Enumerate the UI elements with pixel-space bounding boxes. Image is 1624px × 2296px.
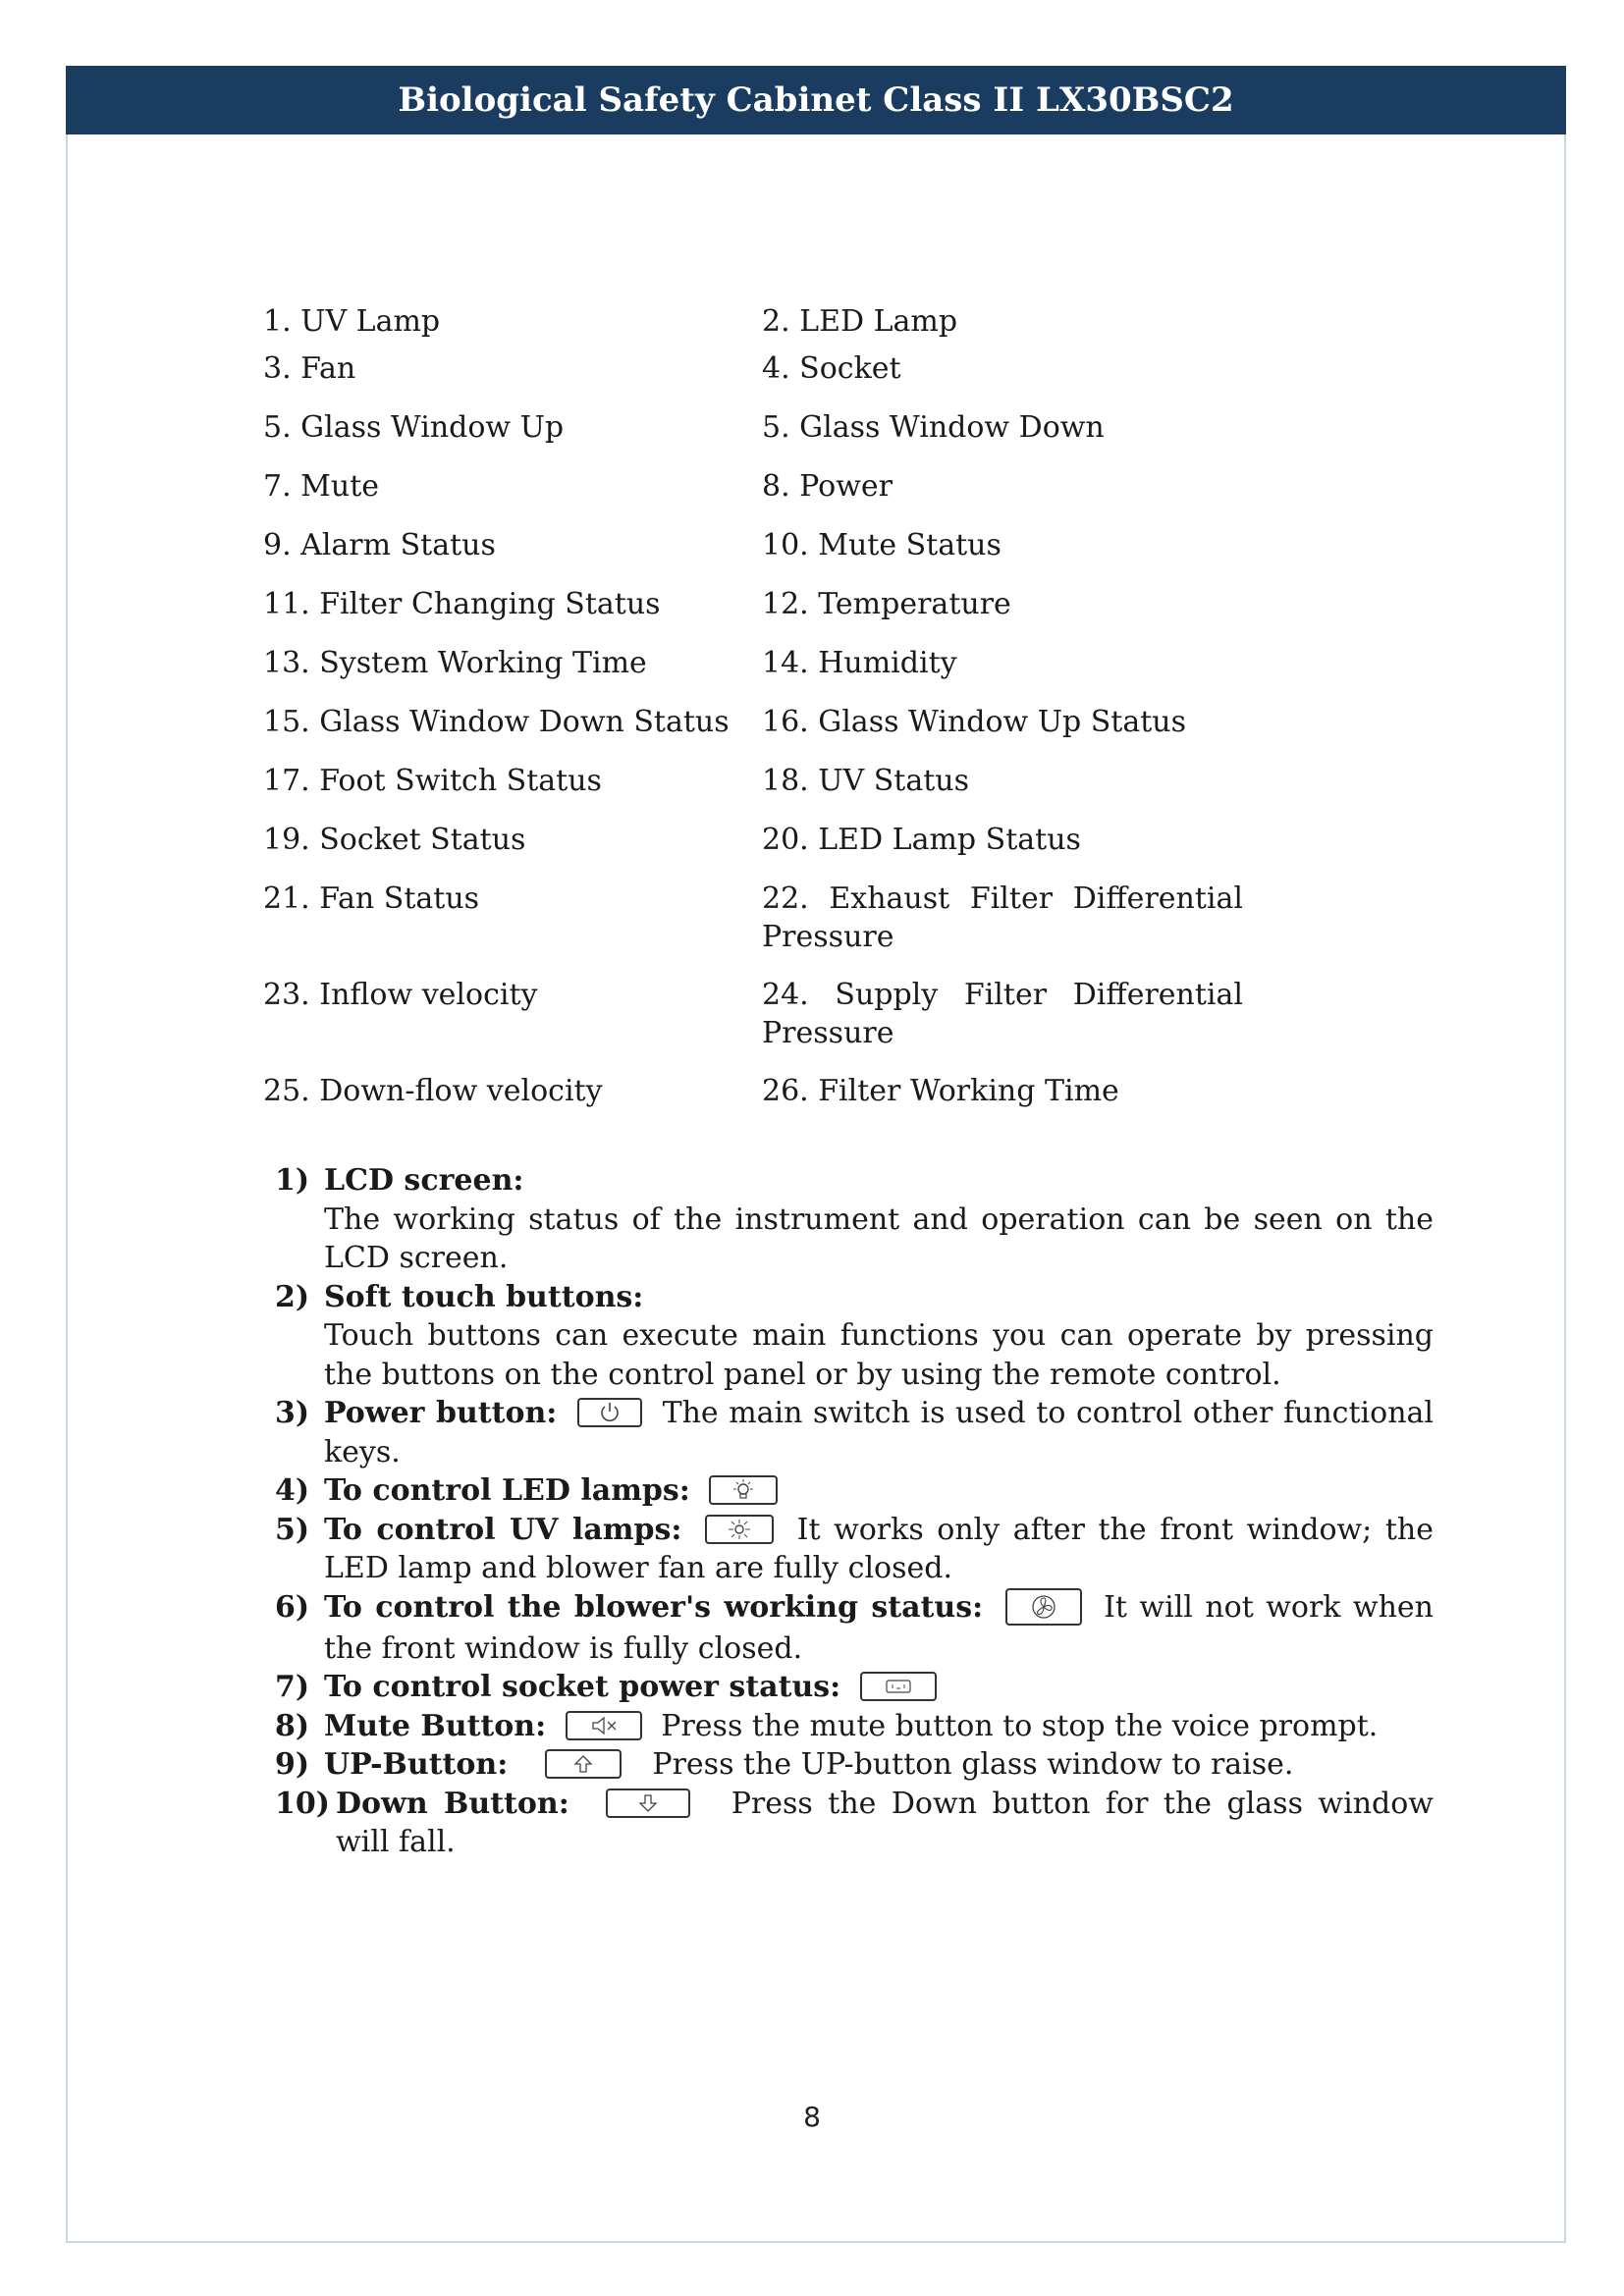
item-number: 8) [275, 1708, 310, 1743]
item-label: To control LED lamps: [324, 1473, 690, 1508]
legend-item: 26. Filter Working Time [762, 1074, 1119, 1108]
socket-icon [860, 1672, 937, 1701]
list-item [275, 1668, 1434, 1707]
legend-item: 19. Socket Status [263, 823, 526, 857]
legend-row [263, 976, 1245, 1072]
legend-row [263, 703, 1245, 762]
page-header [66, 66, 1566, 134]
power-icon [577, 1398, 642, 1427]
legend-item: 14. Humidity [762, 646, 957, 680]
list-item [275, 1588, 1434, 1669]
legend-item: 4. Socket [762, 351, 901, 386]
legend-item: 9. Alarm Status [263, 528, 496, 562]
legend-row [263, 821, 1245, 880]
legend-item: 25. Down-flow velocity [263, 1074, 603, 1108]
legend-item: 7. Mute [263, 469, 380, 504]
legend-row [263, 644, 1245, 703]
legend-row [263, 762, 1245, 821]
list-item [275, 1745, 1434, 1785]
legend-item: 13. System Working Time [263, 646, 647, 680]
led-lamp-icon [709, 1475, 778, 1505]
legend-row [263, 408, 1245, 467]
item-number: 3) [275, 1396, 310, 1430]
item-label: Down Button: [336, 1786, 569, 1821]
function-list [275, 1161, 1434, 1862]
item-number: 6) [275, 1589, 310, 1625]
list-item [275, 1785, 1434, 1862]
item-text: Press the mute button to stop the voice prompt. [661, 1708, 1379, 1743]
item-text: It works only after the front window; the LED lamp and blower fan are fully closed. [324, 1512, 1434, 1585]
legend-item: 1. UV Lamp [263, 304, 441, 339]
item-label: Soft touch buttons: [324, 1279, 644, 1314]
item-text: Press the UP-button glass window to raise. [652, 1747, 1294, 1782]
legend-item: 23. Inflow velocity [263, 978, 538, 1012]
item-text: Press the Down button for the glass window will fall. [336, 1786, 1434, 1859]
item-text: It will not work when the front window is fully closed. [324, 1589, 1434, 1666]
legend-item: 17. Foot Switch Status [263, 764, 602, 798]
legend-row [263, 302, 1245, 349]
legend-item: 3. Fan [263, 351, 356, 386]
header-title: Biological Safety Cabinet Class II LX30BSC2 [398, 80, 1234, 120]
item-number: 10) [275, 1786, 330, 1821]
item-label: Mute Button: [324, 1708, 547, 1743]
item-label: To control socket power status: [324, 1670, 841, 1704]
legend-item: 8. Power [762, 469, 893, 504]
list-item [275, 1394, 1434, 1471]
legend-item: 20. LED Lamp Status [762, 823, 1081, 857]
legend-item: 16. Glass Window Up Status [762, 705, 1187, 739]
legend-item: 5. Glass Window Down [762, 410, 1105, 445]
item-text: Touch buttons can execute main functions you can operate by pressing the buttons on the control panel or by using the remote control. [324, 1318, 1434, 1392]
legend-item: 15. Glass Window Down Status [263, 705, 730, 739]
legend-row [263, 1072, 1245, 1119]
legend-item: 21. Fan Status [263, 881, 480, 916]
item-label: To control UV lamps: [324, 1512, 682, 1547]
item-label: Power button: [324, 1396, 558, 1430]
legend-item: 24. Supply Filter Differential Pressure [762, 978, 1243, 1050]
list-item [275, 1278, 1434, 1395]
item-text: The main switch is used to control other functional keys. [324, 1396, 1434, 1469]
list-item [275, 1707, 1434, 1746]
item-number: 2) [275, 1279, 310, 1314]
legend-item: 5. Glass Window Up [263, 410, 565, 445]
list-item [275, 1161, 1434, 1278]
item-number: 1) [275, 1163, 310, 1198]
legend-row [263, 467, 1245, 526]
legend-item: 22. Exhaust Filter Differential Pressure [762, 881, 1243, 954]
item-label: UP-Button: [324, 1747, 509, 1782]
legend-row [263, 585, 1245, 644]
legend-row [263, 880, 1245, 976]
legend-row [263, 349, 1245, 408]
down-arrow-icon [606, 1789, 690, 1818]
item-number: 9) [275, 1747, 310, 1782]
legend-item: 18. UV Status [762, 764, 969, 798]
legend-row [263, 526, 1245, 585]
legend-list [263, 302, 1245, 1119]
item-label: LCD screen: [324, 1163, 524, 1198]
item-number: 4) [275, 1473, 310, 1508]
item-number: 7) [275, 1670, 310, 1704]
legend-item: 12. Temperature [762, 587, 1011, 621]
fan-icon [1005, 1588, 1082, 1626]
list-item [275, 1471, 1434, 1511]
up-arrow-icon [545, 1749, 622, 1779]
uv-lamp-icon [705, 1515, 774, 1544]
item-number: 5) [275, 1512, 310, 1547]
legend-item: 10. Mute Status [762, 528, 1001, 562]
mute-icon [566, 1711, 642, 1740]
list-item [275, 1511, 1434, 1588]
item-label: To control the blower's working status: [324, 1589, 984, 1625]
page-number: 8 [803, 2101, 821, 2133]
legend-item: 2. LED Lamp [762, 304, 958, 339]
item-text: The working status of the instrument and operation can be seen on the LCD screen. [324, 1201, 1434, 1275]
legend-item: 11. Filter Changing Status [263, 587, 661, 621]
